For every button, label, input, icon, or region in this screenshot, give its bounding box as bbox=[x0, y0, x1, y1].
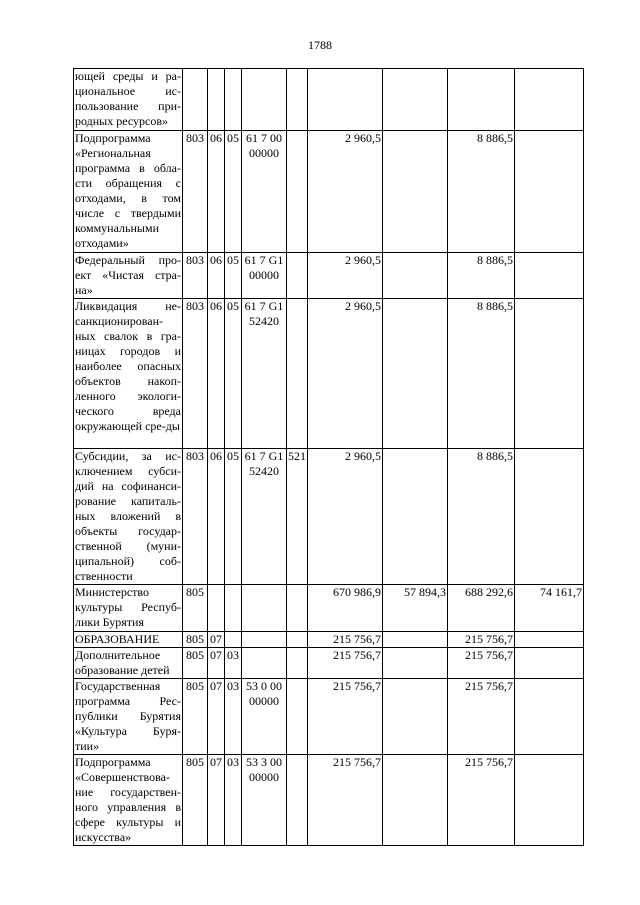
table-row bbox=[74, 648, 584, 679]
table-row bbox=[74, 632, 584, 648]
ved-code: 805 bbox=[183, 585, 208, 632]
amount-1: 215 756,7 bbox=[308, 679, 383, 755]
target-article-code bbox=[242, 585, 287, 632]
amount-1: 2 960,5 bbox=[308, 253, 383, 299]
target-article-code: 61 7 G1 52420 bbox=[242, 449, 287, 585]
section-code bbox=[208, 585, 225, 632]
amount-3: 8 886,5 bbox=[448, 131, 515, 253]
ved-code: 803 bbox=[183, 449, 208, 585]
row-name: Министерство культуры Респуб-лики Бурятия bbox=[74, 585, 183, 632]
target-article-code: 61 7 G1 52420 bbox=[242, 299, 287, 449]
amount-4 bbox=[515, 253, 584, 299]
expense-type-code bbox=[287, 69, 308, 131]
row-name: Дополнительное образование детей bbox=[74, 648, 183, 679]
section-code: 06 bbox=[208, 131, 225, 253]
expense-type-code bbox=[287, 299, 308, 449]
amount-1 bbox=[308, 69, 383, 131]
expense-type-code bbox=[287, 585, 308, 632]
amount-1: 2 960,5 bbox=[308, 131, 383, 253]
amount-2 bbox=[383, 755, 448, 846]
row-name: ОБРАЗОВАНИЕ bbox=[74, 632, 183, 648]
budget-table bbox=[73, 68, 584, 846]
section-code: 07 bbox=[208, 679, 225, 755]
amount-4 bbox=[515, 648, 584, 679]
target-article-code: 61 7 00 00000 bbox=[242, 131, 287, 253]
table-row bbox=[74, 253, 584, 299]
amount-4 bbox=[515, 299, 584, 449]
amount-2: 57 894,3 bbox=[383, 585, 448, 632]
table-body bbox=[74, 69, 584, 846]
page-number: 1788 bbox=[308, 38, 332, 52]
table-row bbox=[74, 449, 584, 585]
amount-2 bbox=[383, 131, 448, 253]
amount-2 bbox=[383, 253, 448, 299]
amount-1: 215 756,7 bbox=[308, 632, 383, 648]
amount-4 bbox=[515, 131, 584, 253]
amount-3 bbox=[448, 69, 515, 131]
target-article-code bbox=[242, 632, 287, 648]
target-article-code bbox=[242, 648, 287, 679]
row-name: Ликвидация не-санкционирован-ных свалок в гра-ницах городов и наиболее опасных объектов накоп-ленного экологи-ческого вреда окружающей сре-ды bbox=[74, 299, 183, 449]
ved-code: 805 bbox=[183, 755, 208, 846]
section-code: 07 bbox=[208, 755, 225, 846]
amount-2 bbox=[383, 69, 448, 131]
subsection-code: 05 bbox=[225, 253, 242, 299]
expense-type-code bbox=[287, 632, 308, 648]
section-code: 06 bbox=[208, 253, 225, 299]
expense-type-code bbox=[287, 755, 308, 846]
amount-3: 8 886,5 bbox=[448, 253, 515, 299]
expense-type-code bbox=[287, 131, 308, 253]
table-row bbox=[74, 585, 584, 632]
subsection-code: 03 bbox=[225, 679, 242, 755]
amount-3: 688 292,6 bbox=[448, 585, 515, 632]
subsection-code bbox=[225, 585, 242, 632]
ved-code: 805 bbox=[183, 679, 208, 755]
amount-1: 670 986,9 bbox=[308, 585, 383, 632]
amount-2 bbox=[383, 648, 448, 679]
target-article-code: 53 0 00 00000 bbox=[242, 679, 287, 755]
section-code bbox=[208, 69, 225, 131]
amount-1: 215 756,7 bbox=[308, 755, 383, 846]
subsection-code bbox=[225, 69, 242, 131]
subsection-code bbox=[225, 632, 242, 648]
subsection-code: 05 bbox=[225, 449, 242, 585]
amount-2 bbox=[383, 299, 448, 449]
expense-type-code: 521 bbox=[287, 449, 308, 585]
row-name: Подпрограмма «Региональная программа в обла-сти обращения с отходами, в том числе с твердыми коммунальными отходами» bbox=[74, 131, 183, 253]
table-row bbox=[74, 131, 584, 253]
row-name: Федеральный про-ект «Чистая стра-на» bbox=[75, 253, 181, 297]
amount-3: 8 886,5 bbox=[448, 299, 515, 449]
row-name: ющей среды и ра-циональное ис-пользование при-родных ресурсов» bbox=[74, 69, 183, 131]
amount-1: 2 960,5 bbox=[308, 299, 383, 449]
section-code: 06 bbox=[208, 449, 225, 585]
section-code: 07 bbox=[208, 632, 225, 648]
ved-code: 805 bbox=[183, 648, 208, 679]
amount-1: 215 756,7 bbox=[308, 648, 383, 679]
ved-code: 805 bbox=[183, 632, 208, 648]
amount-4 bbox=[515, 632, 584, 648]
subsection-code: 05 bbox=[225, 131, 242, 253]
amount-4: 74 161,7 bbox=[515, 585, 584, 632]
ved-code: 803 bbox=[183, 299, 208, 449]
amount-3: 215 756,7 bbox=[448, 632, 515, 648]
amount-4 bbox=[515, 755, 584, 846]
subsection-code: 03 bbox=[225, 755, 242, 846]
target-article-code bbox=[242, 69, 287, 131]
expense-type-code bbox=[287, 648, 308, 679]
amount-3: 215 756,7 bbox=[448, 648, 515, 679]
amount-2 bbox=[383, 632, 448, 648]
section-code: 06 bbox=[208, 299, 225, 449]
table-row bbox=[74, 679, 584, 755]
expense-type-code bbox=[287, 679, 308, 755]
table-row bbox=[74, 755, 584, 846]
amount-4 bbox=[515, 69, 584, 131]
ved-code: 803 bbox=[183, 131, 208, 253]
ved-code bbox=[183, 69, 208, 131]
table-row bbox=[74, 69, 584, 131]
amount-3: 215 756,7 bbox=[448, 679, 515, 755]
amount-1: 2 960,5 bbox=[308, 449, 383, 585]
subsection-code: 03 bbox=[225, 648, 242, 679]
row-name: Подпрограмма «Совершенствова-ние государствен-ного управления в сфере культуры и искусства» bbox=[75, 755, 181, 844]
amount-2 bbox=[383, 679, 448, 755]
target-article-code: 53 3 00 00000 bbox=[242, 755, 287, 846]
table-row bbox=[74, 299, 584, 449]
row-name: Государственная программа Рес-публики Бурятия «Культура Буря-тии» bbox=[75, 679, 181, 753]
expense-type-code bbox=[287, 253, 308, 299]
target-article-code: 61 7 G1 00000 bbox=[242, 253, 287, 299]
amount-4 bbox=[515, 679, 584, 755]
amount-4 bbox=[515, 449, 584, 585]
ved-code: 803 bbox=[183, 253, 208, 299]
section-code: 07 bbox=[208, 648, 225, 679]
row-name: Субсидии, за ис-ключением субси-дий на софинанси-рование капиталь-ных вложений в объекты государ-ственной (муни-ципальной) соб-ственности bbox=[75, 449, 181, 583]
amount-2 bbox=[383, 449, 448, 585]
amount-3: 8 886,5 bbox=[448, 449, 515, 585]
subsection-code: 05 bbox=[225, 299, 242, 449]
amount-3: 215 756,7 bbox=[448, 755, 515, 846]
